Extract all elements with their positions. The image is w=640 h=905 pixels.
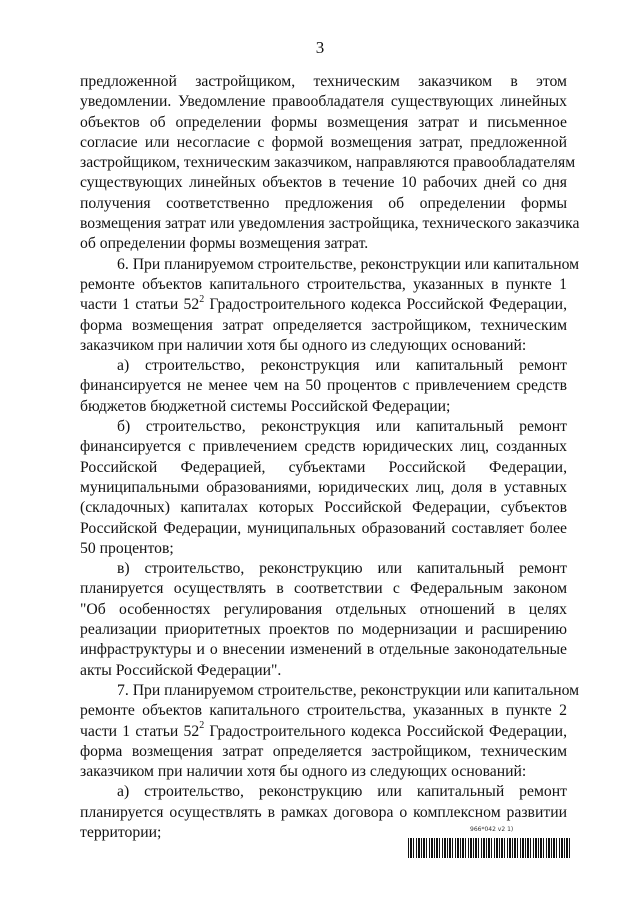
text-line: форма возмещения затрат определяется застройщиком, техническим: [80, 316, 567, 334]
text-line: б) строительство, реконструкция или капитальный ремонт: [117, 418, 567, 436]
text-line: предложенной застройщиком, техническим заказчиком в этом: [80, 73, 567, 90]
text-line: части 1 статьи $52^2$ Градостроительного кодекса Российской Федерации,: [80, 294, 567, 314]
text-line: муниципальными образованиями, юридических лиц, доля в уставных: [80, 478, 567, 496]
text-line: ремонте объектов капитального строительства, указанных в пункте 1: [80, 275, 567, 293]
text-line: форма возмещения затрат определяется застройщиком, техническим: [80, 742, 567, 760]
text-line: инфраструктуры и о внесении изменений в отдельные законодательные: [80, 641, 567, 659]
text-line: части 1 статьи $52^2$ Градостроительного кодекса Российской Федерации,: [80, 720, 567, 740]
text-line: заказчиком при наличии хотя бы одного из следующих оснований:: [80, 763, 527, 781]
text-line: Российской Федерации, муниципальных образований составляет более: [80, 519, 567, 537]
text-line: а) строительство, реконструкция или капитальный ремонт: [117, 357, 567, 375]
text-line: планируется осуществлять в соответствии с Федеральным законом: [80, 580, 567, 598]
text-line: 6. При планируемом строительстве, реконструкции или капитальном: [117, 255, 580, 273]
text-line: финансируется не менее чем на 50 процентов с привлечением средств: [80, 377, 567, 395]
text-line: ремонте объектов капитального строительства, указанных в пункте 2: [80, 702, 567, 720]
superscript: 2: [199, 720, 205, 732]
barcode-code: 966*042 v2 1): [470, 826, 514, 833]
text-line: в) строительство, реконструкцию или капитальный ремонт: [117, 560, 567, 578]
text-line: акты Российской Федерации".: [80, 661, 282, 679]
text-line: возмещения затрат или уведомления застройщика, технического заказчика: [80, 215, 580, 233]
text-line: получения соответственно предложения об определении формы: [80, 194, 567, 212]
text-line: уведомлении. Уведомление правообладателя существующих линейных: [80, 93, 567, 111]
text-line: бюджетов бюджетной системы Российской Федерации;: [80, 397, 451, 415]
document-body: [80, 72, 580, 843]
text-line: а) строительство, реконструкцию или капитальный ремонт: [117, 783, 567, 801]
text-line: существующих линейных объектов в течение 10 рабочих дней со дня: [80, 174, 567, 192]
barcode-image: [408, 838, 570, 858]
text-line: заказчиком при наличии хотя бы одного из следующих оснований:: [80, 336, 527, 354]
text-line: 7. При планируемом строительстве, реконструкции или капитальном: [117, 681, 580, 699]
text-line: финансируется с привлечением средств юридических лиц, созданных: [80, 438, 567, 456]
text-line: застройщиком, техническим заказчиком, направляются правообладателям: [80, 154, 576, 172]
text-line: территории;: [80, 823, 162, 841]
text-line: согласие или несогласие с формой возмещения затрат, предложенной: [80, 133, 567, 151]
text-line: 50 процентов;: [80, 539, 174, 557]
text-line: реализации приоритетных проектов по модернизации и расширению: [80, 621, 567, 639]
text-line: Российской Федерацией, субъектами Российской Федерации,: [80, 458, 567, 476]
text-line: планируется осуществлять в рамках договора о комплексном развитии: [80, 803, 567, 821]
page-number: 3: [315, 38, 325, 57]
text-line: "Об особенностях регулирования отдельных отношений в целях: [80, 600, 567, 618]
text-line: об определении формы возмещения затрат.: [80, 235, 369, 253]
superscript: 2: [199, 294, 205, 306]
text-line: (складочных) капиталах которых Российской Федерации, субъектов: [80, 499, 567, 517]
text-line: объектов об определении формы возмещения затрат и письменное: [80, 113, 567, 131]
